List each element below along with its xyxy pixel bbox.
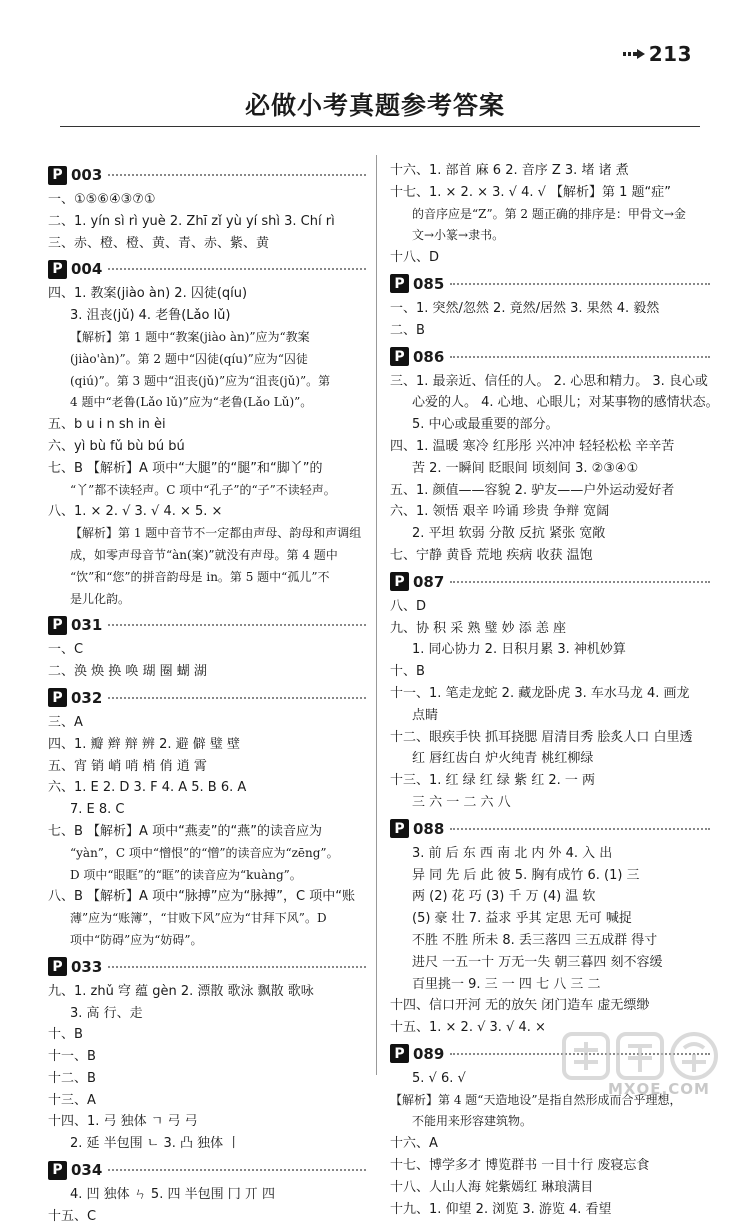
answer-line: 八、D — [390, 598, 427, 614]
section-divider — [108, 966, 366, 968]
answer-line: 的音序应是“Z”。第 2 题正确的排序是：甲骨文→金 — [412, 206, 686, 221]
page-badge-icon: P — [390, 572, 409, 591]
answer-line: 十六、1. 部首 麻 6 2. 音序 Z 3. 堵 诸 煮 — [390, 163, 629, 178]
answer-line: 是儿化韵。 — [70, 591, 131, 606]
answer-line: 百里挑一 9. 三 一 四 七 八 三 二 — [412, 976, 601, 992]
page-badge-icon: P — [390, 1044, 409, 1063]
section-divider — [450, 581, 710, 583]
answer-line: 十四、1. 弓 独体 ㄱ 弓 弓 — [48, 1114, 198, 1130]
answer-line: 十、B — [390, 664, 425, 680]
answer-line: 五、宵 销 峭 哨 梢 俏 逍 霄 — [48, 758, 207, 774]
answer-line: 一、1. 突然/忽然 2. 竟然/居然 3. 果然 4. 毅然 — [390, 300, 660, 316]
answer-line: 十五、1. × 2. √ 3. √ 4. × — [390, 1020, 546, 1036]
answer-line: 成，如零声母音节“àn(案)”就没有声母。第 4 题中 — [70, 547, 338, 562]
answer-line: 三 六 一 二 六 八 — [412, 794, 511, 810]
answer-line: 苦 2. 一瞬间 眨眼间 顷刻间 3. ②③④① — [412, 460, 639, 476]
answer-line: 二、B — [390, 322, 425, 338]
page-badge-icon: P — [48, 1161, 67, 1180]
answer-line: 点睛 — [412, 707, 439, 723]
title-divider — [60, 126, 700, 127]
section-page-code: 033 — [71, 957, 103, 976]
answer-line: (5) 豪 壮 7. 益求 乎其 定思 无可 喊捉 — [412, 911, 632, 927]
answer-line: 十八、人山人海 姹紫嫣红 琳琅满目 — [390, 1179, 594, 1195]
answer-line: 【解析】第 1 题中“教案(jiào àn)”应为“教案 — [70, 329, 310, 344]
answer-line: 二、1. yín sì rì yuè 2. Zhī zǐ yù yí shì 3. Chí rì — [48, 213, 335, 229]
page-badge-icon: P — [48, 957, 67, 976]
answer-line: 四、1. 瓣 辫 辩 辨 2. 避 僻 璧 壁 — [48, 736, 240, 752]
answer-line: 十四、信口开河 无的放矢 闭门造车 虚无缥缈 — [390, 998, 650, 1014]
answer-line: 六、1. 领悟 艰辛 吟诵 珍贵 争辩 宽阔 — [390, 504, 610, 520]
page-title: 必做小考真题参考答案 — [244, 91, 505, 120]
page-badge-icon: P — [48, 166, 67, 185]
answer-line: 一、C — [48, 642, 84, 658]
answer-line: 项中“防碍”应为“妨碍”。 — [70, 932, 203, 947]
section-page-code: 085 — [413, 274, 445, 293]
answer-line: 十二、B — [48, 1070, 96, 1086]
section-page-code: 088 — [413, 819, 445, 838]
watermark-text: MXQE.COM — [608, 1080, 710, 1098]
answer-line: 5. √ 6. √ — [412, 1070, 466, 1086]
answer-line: 六、1. E 2. D 3. F 4. A 5. B 6. A — [48, 780, 247, 796]
answer-line: 九、1. zhǔ 穹 蕴 gèn 2. 漂散 歌泳 飘散 歌咏 — [48, 983, 314, 999]
answer-line: 两 (2) 花 巧 (3) 千 万 (4) 温 软 — [412, 889, 596, 905]
answer-line: 三、赤、橙、橙、黄、青、赤、紫、黄 — [48, 235, 270, 251]
section-divider — [108, 268, 366, 270]
answer-line: 十、B — [48, 1027, 83, 1043]
section-header — [390, 346, 710, 368]
section-header — [48, 614, 366, 636]
answer-line: 十五、C — [48, 1208, 97, 1224]
answer-line: 文→小篆→隶书。 — [412, 228, 505, 243]
section-header — [48, 956, 366, 978]
answer-line: 红 唇红齿白 炉火纯青 桃红柳绿 — [412, 751, 594, 767]
section-header — [48, 1159, 366, 1181]
page-badge-icon: P — [390, 274, 409, 293]
page-badge-icon: P — [48, 616, 67, 635]
section-page-code: 087 — [413, 572, 445, 591]
answer-line: 不胜 不胜 所未 8. 丢三落四 三五成群 得寸 — [412, 932, 658, 948]
section-divider — [108, 624, 366, 626]
section-divider — [108, 697, 366, 699]
section-header — [48, 258, 366, 280]
answer-line: 5. 中心或最重要的部分。 — [412, 417, 559, 433]
section-header — [48, 687, 366, 709]
answer-line: 八、1. × 2. √ 3. √ 4. × 5. × — [48, 504, 223, 520]
arrow-right-icon — [623, 49, 645, 59]
section-divider — [108, 174, 366, 176]
section-divider — [450, 828, 710, 830]
answer-line: 3. 前 后 东 西 南 北 内 外 4. 入 出 — [412, 845, 613, 861]
answer-line: 一、①⑤⑥④③⑦① — [48, 192, 156, 207]
section-header — [390, 571, 710, 593]
answer-line: 薄”应为“账簿”，“甘败下风”应为“甘拜下风”。D — [70, 911, 327, 926]
section-page-code: 032 — [71, 688, 103, 707]
section-page-code: 089 — [413, 1044, 445, 1063]
answer-line: 六、yì bù fǔ bù bú bú — [48, 438, 185, 454]
section-divider — [450, 283, 710, 285]
answer-line: 异 同 先 后 此 彼 5. 胸有成竹 6. (1) 三 — [412, 867, 640, 883]
answer-line: “丫”都不读轻声。C 项中“孔子”的“子”不读轻声。 — [70, 482, 336, 497]
answer-line: 四、1. 温暖 寒冷 红彤彤 兴冲冲 轻轻松松 辛辛苦 — [390, 438, 675, 454]
page-number: 213 — [648, 42, 692, 66]
answer-line: 十一、1. 笔走龙蛇 2. 藏龙卧虎 3. 车水马龙 4. 画龙 — [390, 685, 690, 701]
left-column — [48, 160, 366, 1228]
answer-line: 不能用来形容建筑物。 — [412, 1114, 533, 1129]
answer-line: 八、B 【解析】A 项中“脉搏”应为“脉搏”，C 项中“账 — [48, 889, 355, 905]
answer-line: 五、b u i n sh in èi — [48, 417, 166, 433]
section-header — [48, 164, 366, 186]
answer-line: 十七、1. × 2. × 3. √ 4. √ 【解析】第 1 题“症” — [390, 184, 672, 200]
section-divider — [450, 356, 710, 358]
answer-line: 十三、A — [48, 1092, 96, 1108]
section-divider — [108, 1169, 366, 1171]
answer-line: 十三、1. 红 绿 红 绿 紫 红 2. 一 两 — [390, 773, 595, 789]
answer-line: 七、B 【解析】A 项中“大腿”的“腿”和“脚丫”的 — [48, 460, 323, 476]
answer-line: 五、1. 颜值——容貌 2. 驴友——户外运动爱好者 — [390, 482, 675, 498]
answer-line: “饮”和“您”的拼音韵母是 in。第 5 题中“孤儿”不 — [70, 569, 330, 584]
section-page-code: 034 — [71, 1161, 103, 1180]
answer-line: 2. 延 半包围 ㄴ 3. 凸 独体 丨 — [70, 1136, 241, 1152]
page-header — [623, 42, 692, 66]
answer-line: 二、涣 焕 换 唤 瑚 圈 蝴 湖 — [48, 664, 207, 680]
answer-line: 4. 凹 独体 ㄣ 5. 四 半包围 ⼌ 丌 四 — [70, 1187, 275, 1203]
answer-line: 十一、B — [48, 1049, 96, 1065]
answer-line: 四、1. 教案(jiào àn) 2. 囚徒(qíu) — [48, 286, 248, 302]
answer-line: “yàn”，C 项中“憎恨”的“憎”的读音应为“zēng”。 — [70, 845, 339, 860]
answer-line: 十八、D — [390, 250, 440, 266]
answer-line: 进尺 一五一十 万无一失 朝三暮四 刻不容缓 — [412, 954, 663, 970]
answer-line: 十九、1. 仰望 2. 浏览 3. 游览 4. 看望 — [390, 1201, 612, 1217]
answer-line: 4 题中“老鲁(Lǎo lǔ)”应为“老鲁(Lǎo Lǔ)”。 — [70, 395, 313, 410]
section-page-code: 004 — [71, 260, 103, 279]
page-badge-icon: P — [48, 688, 67, 707]
answer-line: 九、协 积 采 熟 璧 妙 添 恙 座 — [390, 620, 567, 636]
answer-line: 三、A — [48, 714, 83, 730]
column-divider — [376, 155, 377, 1075]
answer-line: 十二、眼疾手快 抓耳挠腮 眉清目秀 脍炙人口 白里透 — [390, 729, 693, 745]
answer-line: (qiú)”。第 3 题中“沮丧(jǔ)”应为“沮丧(jǔ)”。第 — [70, 373, 331, 388]
page-badge-icon: P — [390, 347, 409, 366]
answer-line: 3. 沮丧(jǔ) 4. 老鲁(Lǎo lǔ) — [70, 308, 231, 324]
answer-line: 【解析】第 1 题中音节不一定都由声母、韵母和声调组 — [70, 526, 362, 541]
page-badge-icon: P — [390, 819, 409, 838]
title-area — [0, 86, 750, 126]
section-page-code: 003 — [71, 166, 103, 184]
answer-line: 心爱的人。 4. 心地、心眼儿；对某事物的感情状态。 — [412, 395, 719, 411]
section-header — [390, 818, 710, 840]
answer-line: 十七、博学多才 博览群书 一目十行 废寝忘食 — [390, 1158, 650, 1174]
answer-line: 2. 平坦 软弱 分散 反抗 紧张 宽敞 — [412, 526, 606, 542]
page-badge-icon: P — [48, 260, 67, 279]
answer-line: D 项中“眼眶”的“眶”的读音应为“kuàng”。 — [70, 867, 302, 882]
answer-line: 十六、A — [390, 1136, 438, 1152]
answer-line: 1. 同心协力 2. 日积月累 3. 神机妙算 — [412, 642, 626, 658]
section-page-code: 031 — [71, 616, 103, 635]
answer-line: (jiào'àn)”。第 2 题中“囚徒(qíu)”应为“囚徒 — [70, 351, 308, 366]
section-header — [390, 273, 710, 295]
answer-line: 【解析】第 4 题“天造地设”是指自然形成而合乎理想， — [390, 1092, 682, 1107]
answer-line: 3. 高 行、走 — [70, 1005, 143, 1021]
answer-line: 七、B 【解析】A 项中“燕麦”的“燕”的读音应为 — [48, 823, 323, 839]
answer-line: 三、1. 最亲近、信任的人。 2. 心思和精力。 3. 良心或 — [390, 373, 708, 389]
section-page-code: 086 — [413, 347, 445, 366]
answer-line: 七、宁静 黄昏 荒地 疾病 收获 温饱 — [390, 547, 593, 563]
answer-line: 7. E 8. C — [70, 802, 125, 818]
